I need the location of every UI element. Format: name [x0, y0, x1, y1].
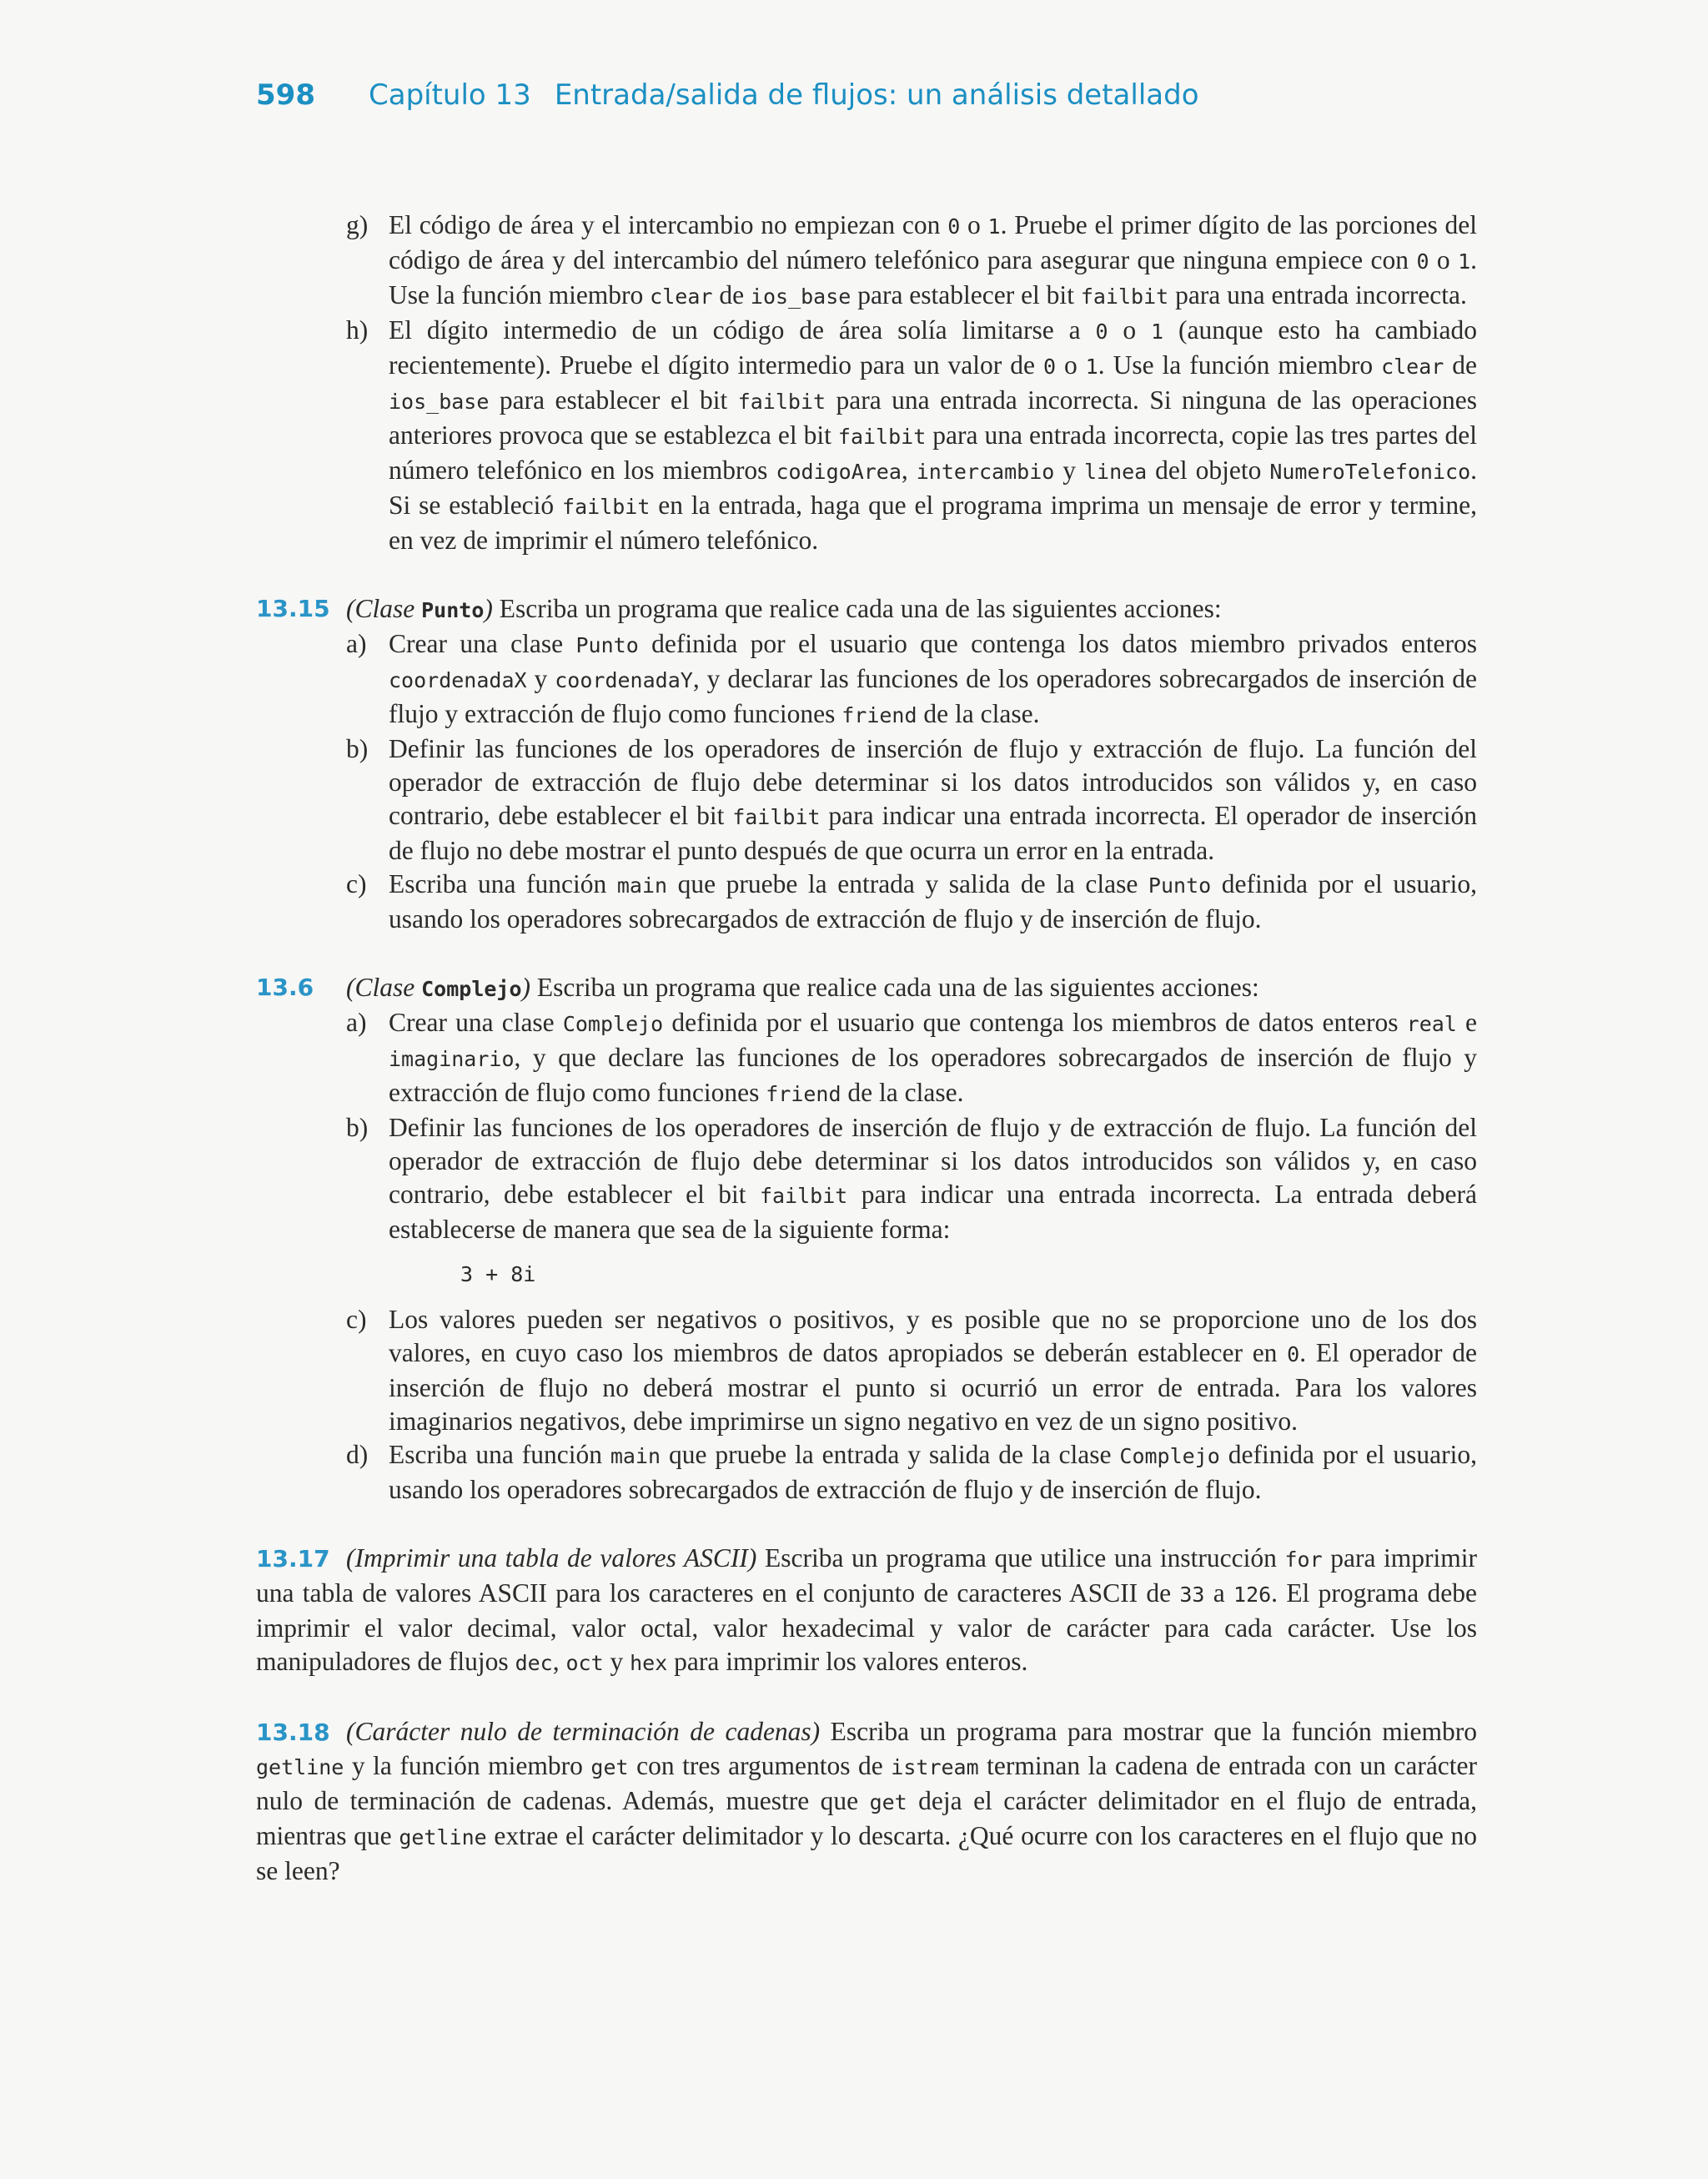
item-text: Escriba una función — [389, 869, 617, 898]
item-text: de — [1444, 350, 1478, 380]
code-text: 0 — [947, 214, 961, 239]
exercise-13-15 — [256, 592, 1477, 627]
item-text: de — [712, 280, 751, 309]
item-text: para una entrada incorrecta. Si ninguna de las operaciones anteriores provoca que se establezca el bit — [389, 385, 1477, 450]
exercise-intro: Escriba un programa que realice cada una de las siguientes acciones: — [530, 973, 1259, 1002]
exercise-text: extrae el carácter delimitador y lo descarta. ¿Qué ocurre con los caracteres en el flujo que no se leen? — [256, 1821, 1477, 1885]
code-text: clear — [1381, 355, 1444, 379]
list-item-b — [256, 732, 1477, 868]
code-text: friend — [766, 1082, 841, 1106]
exercise-text: con tres argumentos de — [628, 1751, 892, 1780]
code-text: oct — [565, 1651, 604, 1675]
chapter-title: Entrada/salida de flujos: un análisis detallado — [554, 78, 1199, 112]
code-text: 0 — [1287, 1342, 1300, 1366]
item-text: definida por el usuario que contenga los miembros de datos enteros — [663, 1008, 1407, 1037]
code-text: linea — [1083, 460, 1148, 484]
item-text: Definir las funciones de los operadores de inserción de flujo y extracción de flujo. La función del operador de extracción de flujo debe determinar si los datos introducidos son válidos y, en caso contrario, debe establecer el bit — [389, 734, 1477, 830]
code-text: coordenadaY — [555, 668, 693, 692]
code-text: 1 — [1151, 320, 1164, 344]
item-text: e — [1456, 1008, 1477, 1037]
item-text: de la clase. — [917, 699, 1040, 728]
code-text: real — [1406, 1012, 1457, 1036]
code-text: 126 — [1233, 1583, 1272, 1607]
item-text: para establecer el bit — [851, 280, 1081, 309]
item-text: , y declarar las funciones de los operadores sobrecargados de inserción de flujo y extracción de flujo como funciones — [389, 664, 1478, 728]
code-text: main — [616, 873, 668, 898]
item-text: definida por el usuario, usando los operadores sobrecargados de extracción de flujo y de inserción de flujo. — [389, 1440, 1477, 1504]
exercise-text: deja el carácter delimitador en el flujo de entrada, mientras que — [256, 1786, 1477, 1850]
exercise-text: para imprimir una tabla de valores ASCII para los caracteres en el conjunto de caracteres ASCII de — [256, 1543, 1478, 1608]
code-text: failbit — [562, 495, 651, 519]
list-item-g — [256, 209, 1477, 314]
list-item-c — [256, 868, 1477, 936]
exercise-text: a — [1204, 1578, 1234, 1608]
title-text: ) — [521, 973, 531, 1002]
item-text: , y que declare las funciones de los operadores sobrecargados de inserción de flujo y extracción de flujo como funciones — [389, 1043, 1477, 1107]
item-text: Escriba una función — [389, 1440, 610, 1469]
item-text: en la entrada, haga que el programa imprima un mensaje de error y termine, en vez de imprimir el número telefónico. — [389, 491, 1478, 555]
item-text: del objeto — [1147, 455, 1270, 485]
exercise-number: 13.18 — [256, 1719, 330, 1746]
item-text: . El operador de inserción de flujo no deberá mostrar el punto si ocurrió un error de entrada. Para los valores imaginarios negativos, debe imprimirse un signo negativo en vez de un signo positivo. — [389, 1338, 1478, 1436]
code-text: for — [1284, 1547, 1323, 1572]
exercise-text: . El programa debe imprimir el valor decimal, valor octal, valor hexadecimal y valor de carácter para cada carácter. Use los manipuladores de flujos — [256, 1578, 1478, 1676]
item-text: . Si se estableció — [389, 455, 1478, 520]
exercise-text: y — [603, 1647, 630, 1676]
item-text: para una entrada incorrecta, copie las tres partes del número telefónico en los miembros — [389, 420, 1477, 485]
item-text: . Use la función miembro — [389, 245, 1477, 309]
exercise-text: Escriba un programa para mostrar que la función miembro — [820, 1717, 1477, 1746]
code-text: friend — [841, 703, 917, 727]
exercise-title: (Carácter nulo de terminación de cadenas) — [346, 1717, 821, 1746]
page-body — [256, 209, 1477, 1888]
item-text: definida por el usuario, usando los operadores sobrecargados de extracción de flujo y de inserción de flujo. — [389, 869, 1477, 933]
code-text: Complejo — [562, 1012, 664, 1036]
code-text: 0 — [1095, 320, 1108, 344]
title-text: (Clase — [346, 594, 422, 623]
code-text: Punto — [575, 633, 639, 657]
item-text: de la clase. — [841, 1078, 964, 1107]
item-text: para una entrada incorrecta. — [1168, 280, 1467, 309]
code-text: failbit — [737, 390, 826, 414]
code-text: failbit — [759, 1184, 848, 1208]
chapter-label: Capítulo 13 — [369, 78, 531, 112]
exercise-text: y la función miembro — [344, 1751, 591, 1780]
code-text: 1 — [987, 214, 1001, 239]
exercise-text: para imprimir los valores enteros. — [667, 1647, 1028, 1676]
code-text: get — [869, 1790, 907, 1814]
code-text: Punto — [1148, 873, 1212, 898]
code-text: dec — [515, 1651, 553, 1675]
title-text: ) — [484, 594, 493, 623]
item-text: para indicar una entrada incorrecta. La entrada deberá establecerse de manera que sea de la siguiente forma: — [389, 1180, 1477, 1244]
exercise-title: (Imprimir una tabla de valores ASCII) — [346, 1543, 757, 1573]
item-label: a) — [346, 629, 367, 658]
item-label: b) — [346, 734, 369, 763]
code-text: failbit — [1080, 284, 1169, 309]
code-text: NumeroTelefonico — [1269, 460, 1471, 484]
list-item-d — [256, 1438, 1477, 1507]
item-text: y — [526, 664, 555, 693]
item-text: Los valores pueden ser negativos o positivos, y es posible que no se proporcione uno de los dos valores, en cuyo caso los miembros de datos apropiados se deberán establecer en — [389, 1305, 1477, 1367]
item-text: o — [1429, 245, 1459, 274]
code-text: failbit — [837, 425, 927, 449]
code-text: hex — [630, 1651, 668, 1675]
item-text: para establecer el bit — [489, 385, 738, 415]
item-text: . Pruebe el primer dígito de las porciones del código de área y del intercambio del número telefónico para asegurar que ninguna empiece con — [389, 210, 1477, 274]
item-text: o — [1056, 350, 1086, 380]
code-text: 1 — [1458, 249, 1471, 274]
running-header — [256, 78, 1199, 112]
item-text: definida por el usuario que contenga los datos miembro privados enteros — [638, 629, 1477, 658]
code-text: failbit — [732, 805, 821, 829]
list-item-a — [256, 1006, 1477, 1111]
exercise-13-18 — [256, 1715, 1477, 1888]
item-label: c) — [346, 1305, 367, 1334]
item-text: , — [901, 455, 917, 485]
title-code: Punto — [421, 598, 485, 622]
code-text: intercambio — [916, 460, 1055, 484]
exercise-intro: Escriba un programa que realice cada una de las siguientes acciones: — [492, 594, 1222, 623]
list-item-b — [256, 1111, 1477, 1246]
item-label: b) — [346, 1113, 369, 1142]
item-label: a) — [346, 1008, 367, 1037]
exercise-13-17 — [256, 1542, 1477, 1680]
code-text: ios_base — [389, 390, 490, 414]
exercise-text: , — [552, 1647, 566, 1676]
code-text: clear — [650, 284, 713, 309]
code-text: istream — [891, 1755, 979, 1779]
code-text: get — [590, 1755, 629, 1779]
code-text: 0 — [1416, 249, 1429, 274]
exercise-number: 13.17 — [256, 1545, 330, 1573]
item-label: d) — [346, 1440, 369, 1469]
item-text: que pruebe la entrada y salida de la clase — [667, 869, 1148, 898]
page-number: 598 — [256, 78, 315, 112]
code-text: 0 — [1042, 355, 1056, 379]
list-item-h — [256, 314, 1477, 557]
exercise-number: 13.15 — [256, 595, 330, 622]
code-text: main — [610, 1444, 661, 1468]
exercise-title — [346, 973, 530, 1002]
code-text: ios_base — [750, 284, 851, 309]
code-text: Complejo — [1119, 1444, 1220, 1468]
item-text: El dígito intermedio de un código de área solía limitarse a — [389, 315, 1096, 345]
code-text: codigoArea — [776, 460, 902, 484]
item-label: g) — [346, 210, 369, 239]
code-text: 1 — [1085, 355, 1098, 379]
code-text: getline — [256, 1755, 344, 1779]
item-label: c) — [346, 869, 367, 898]
code-sample: 3 + 8i — [460, 1262, 536, 1286]
item-text: Crear una clase — [389, 1008, 563, 1037]
item-text: Definir las funciones de los operadores de inserción de flujo y de extracción de flujo. La función del operador de extracción de flujo debe determinar si los datos introducidos son válidos y, en caso contrario, debe establecer el bit — [389, 1113, 1477, 1209]
code-text: imaginario — [389, 1047, 515, 1071]
title-text: (Clase — [346, 973, 422, 1002]
code-text: getline — [399, 1825, 487, 1849]
exercise-title — [346, 594, 493, 623]
item-text: El código de área y el intercambio no empiezan con — [389, 210, 948, 239]
list-item-c — [256, 1303, 1477, 1438]
item-text: o — [960, 210, 988, 239]
item-text: (aunque esto ha cambiado recientemente). Pruebe el dígito intermedio para un valor de — [389, 315, 1478, 380]
code-text: 33 — [1179, 1583, 1205, 1607]
exercise-text: Escriba un programa que utilice una instrucción — [756, 1543, 1285, 1573]
item-text: Crear una clase — [389, 629, 576, 658]
code-text: coordenadaX — [389, 668, 527, 692]
item-text: o — [1108, 315, 1152, 345]
item-text: que pruebe la entrada y salida de la clase — [661, 1440, 1120, 1469]
exercise-13-6 — [256, 971, 1477, 1006]
exercise-number: 13.6 — [256, 974, 314, 1001]
title-code: Complejo — [421, 977, 522, 1001]
item-text: y — [1054, 455, 1084, 485]
list-item-a — [256, 627, 1477, 732]
item-text: . Use la función miembro — [1098, 350, 1382, 380]
item-label: h) — [346, 315, 369, 345]
exercise-text: terminan la cadena de entrada con un carácter nulo de terminación de cadenas. Además, muestre que — [256, 1751, 1478, 1815]
item-text: para indicar una entrada incorrecta. El operador de inserción de flujo no debe mostrar el punto después de que ocurra un error en la entrada. — [389, 801, 1477, 865]
